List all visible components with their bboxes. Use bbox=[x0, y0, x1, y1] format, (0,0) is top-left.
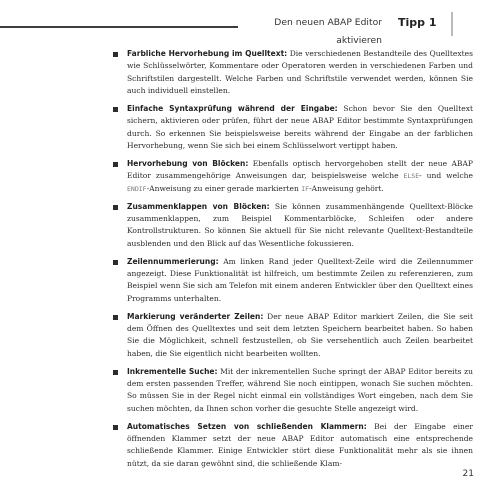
bullet-square-icon bbox=[113, 205, 118, 210]
item-term: Hervorhebung von Blöcken: bbox=[127, 159, 249, 168]
item-text: -Anweisung zu einer gerade markierten bbox=[146, 183, 302, 193]
item-text: Bei der Eingabe einer öffnenden Klammer setzt der neue ABAP Editor automatisch eine entsprechende schließende Klammer. Einige Entwickler stört diese Funktionalität mehr als sie ihnen nützt, da sie daran gewöhnt sind, die schließende Klam- bbox=[127, 421, 473, 468]
bullet-square-icon bbox=[113, 162, 118, 167]
item-text: Schon bevor Sie den Quelltext sichern, aktivieren oder prüfen, führt der neue ABAP Editor bestimmte Syntaxprüfungen durch. So erkennen Sie beispielsweise bereits während der Eingabe an der farblichen Hervorhebung, wenn Sie sich bei einem Schlüsselwort vertippt haben. bbox=[127, 104, 473, 150]
list-item bbox=[113, 421, 473, 470]
item-text: Der neue ABAP Editor markiert Zeilen, die Sie seit dem Öffnen des Quelltextes und seit dem letzten Speichern bearbeitet haben. So haben Sie die Möglichkeit, schnell festzustellen, ob Sie versehentlich auch Zeilen bearbeitet haben, die Sie eigentlich nicht bearbeiten wollten. bbox=[127, 311, 473, 358]
bullet-square-icon bbox=[113, 52, 118, 57]
list-item bbox=[113, 366, 473, 415]
item-term: Inkrementelle Suche: bbox=[127, 366, 218, 376]
bullet-square-icon bbox=[113, 260, 118, 265]
tipp-label: Tipp 1 bbox=[388, 14, 468, 32]
item-text: Sie können zusammenhängende Quelltext-Blöcke zusammenklappen, zum Beispiel Kommentarblöcke, Schleifen oder andere Kontrollstrukturen. So können Sie aktuell für Sie nicht relevante Quelltext-Bestandteile ausblenden und den Blick auf das Wesentliche fokussieren. bbox=[127, 201, 473, 248]
item-text: -Anweisung gehört. bbox=[309, 183, 384, 193]
item-text: Ebenfalls optisch hervorgehoben stellt der neue ABAP Editor zusammengehörige Anweisungen dar, beispielsweise welche bbox=[127, 159, 473, 181]
item-term: Zeilennummerierung: bbox=[127, 256, 219, 266]
item-text: Am linken Rand jeder Quelltext-Zeile wird die Zeilennummer angezeigt. Diese Funktionalität ist hilfreich, um bestimmte Zeilen zu referenzieren, zum Beispiel wenn Sie sich am Telefon mit einem anderen Entwickler über den Quelltext eines Programms unterhalten. bbox=[127, 256, 473, 303]
item-text: Mit der inkrementellen Suche springt der ABAP Editor bereits zu dem ersten passenden Treffer, während Sie noch eintippen, wonach Sie suchen möchten. So müssen Sie in der Regel nicht einmal ein vollständiges Wort eingeben, nach dem Sie suchen möchten, da Ihnen schon vorher die gesuchte Stelle angezeigt wird. bbox=[127, 366, 473, 413]
bullet-square-icon bbox=[113, 370, 118, 375]
bullet-square-icon bbox=[113, 107, 118, 112]
list-item bbox=[113, 158, 473, 195]
item-text: Die verschiedenen Bestandteile des Quelltextes wie Schlüsselwörter, Kommentare oder Operatoren werden in verschiedenen Farben und Schriftstilen dargestellt. Welche Farben und Schriftstile verwendet werden, können Sie auch individuell einstellen. bbox=[127, 49, 473, 95]
list-item bbox=[113, 103, 473, 152]
bullet-list bbox=[113, 48, 473, 476]
list-item bbox=[113, 48, 473, 97]
running-header bbox=[0, 14, 500, 44]
code-keyword: ENDIF bbox=[127, 184, 147, 193]
item-text: - und welche bbox=[419, 171, 474, 181]
bullet-square-icon bbox=[113, 425, 118, 430]
item-term: Automatisches Setzen von schließenden Klammern: bbox=[127, 421, 367, 431]
list-item bbox=[113, 256, 473, 305]
page-number: 21 bbox=[462, 469, 474, 479]
code-keyword: ELSE bbox=[403, 172, 420, 181]
list-item bbox=[113, 311, 473, 360]
item-term: Farbliche Hervorhebung im Quelltext: bbox=[127, 49, 288, 58]
bullet-square-icon bbox=[113, 315, 118, 320]
list-item bbox=[113, 201, 473, 250]
item-term: Markierung veränderter Zeilen: bbox=[127, 311, 264, 321]
item-term: Einfache Syntaxprüfung während der Eingabe: bbox=[127, 104, 338, 113]
chapter-title: Den neuen ABAP Editor aktivieren bbox=[238, 14, 388, 32]
item-term: Zusammenklappen von Blöcken: bbox=[127, 201, 270, 211]
code-keyword: IF bbox=[301, 184, 310, 193]
